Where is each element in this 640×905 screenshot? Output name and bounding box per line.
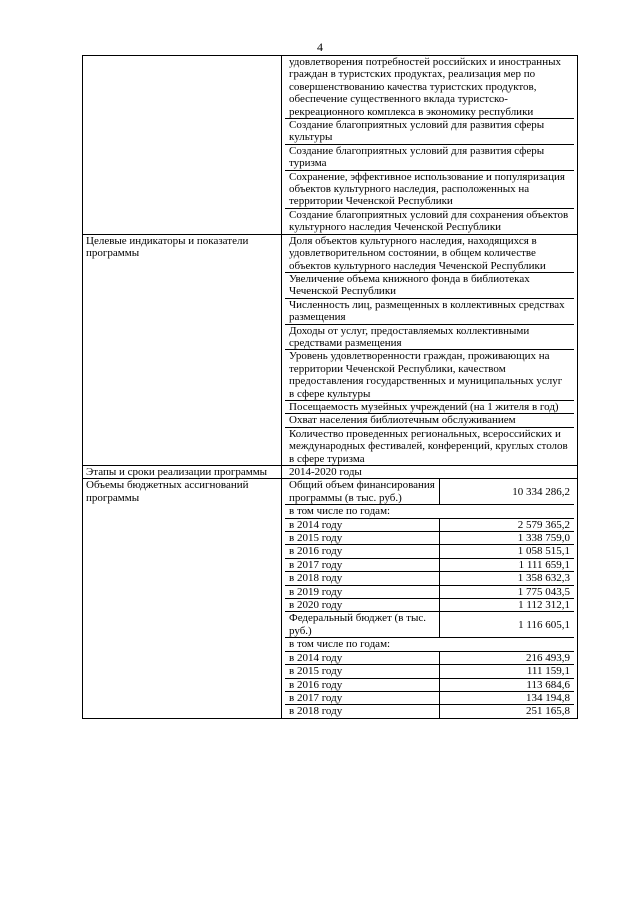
federal-value: 1 116 605,1 — [440, 612, 575, 638]
list-item: Охват населения библиотечным обслуживанием — [285, 413, 574, 426]
by-year-label: в том числе по годам: — [285, 505, 574, 518]
year-label: в 2017 году — [285, 558, 440, 571]
year-value: 134 194,8 — [440, 691, 575, 704]
total-value: 10 334 286,2 — [512, 485, 570, 498]
year-label: в 2020 году — [285, 599, 440, 612]
year-label: в 2019 году — [285, 585, 440, 598]
row-label: Этапы и сроки реализации программы — [83, 466, 282, 479]
year-value: 2 579 365,2 — [440, 518, 575, 531]
year-value: 111 159,1 — [440, 665, 575, 678]
year-label: в 2015 году — [285, 665, 440, 678]
row-content — [282, 56, 578, 235]
year-label: в 2018 году — [285, 705, 440, 718]
year-label: в 2017 году — [285, 691, 440, 704]
year-label: в 2014 году — [285, 651, 440, 664]
year-value: 1 358 632,3 — [440, 572, 575, 585]
row-content — [282, 234, 578, 465]
list-item: Доходы от услуг, предоставляемых коллективными средствами размещения — [285, 324, 574, 350]
total-label: Общий объем финансирования программы (в тыс. руб.) — [285, 479, 440, 504]
year-value: 1 338 759,0 — [440, 532, 575, 545]
year-label: в 2016 году — [285, 678, 440, 691]
year-label: в 2016 году — [285, 545, 440, 558]
federal-by-year-label: в том числе по годам: — [285, 638, 574, 651]
year-label: в 2018 году — [285, 572, 440, 585]
list-item: Создание благоприятных условий для развития сферы культуры — [285, 118, 574, 144]
federal-label: Федеральный бюджет (в тыс. руб.) — [285, 612, 440, 638]
list-item: Уровень удовлетворенности граждан, проживающих на территории Чеченской Республики, качеством предоставления государственных и муниципальных услуг в сфере культуры — [285, 349, 574, 400]
program-passport-table — [82, 55, 578, 719]
budget-table — [285, 479, 574, 717]
year-value: 216 493,9 — [440, 651, 575, 664]
list-item: удовлетворения потребностей российских и иностранных граждан в туристских продуктах, реализация мер по совершенствованию качества туристских продуктов, обеспечение существенного вклада туристско-рекреационного комплекса в экономику республики — [289, 56, 561, 118]
table-row — [83, 479, 578, 718]
row-content — [282, 466, 578, 479]
year-label: в 2014 году — [285, 518, 440, 531]
budget-content — [282, 479, 578, 718]
year-value: 251 165,8 — [440, 705, 575, 718]
year-value: 1 775 043,5 — [440, 585, 575, 598]
table-row — [83, 234, 578, 465]
row-label: Целевые индикаторы и показатели программы — [83, 234, 282, 465]
row-label: Объемы бюджетных ассигнований программы — [83, 479, 282, 718]
page-number: 4 — [317, 40, 323, 54]
list-item: Посещаемость музейных учреждений (на 1 жителя в год) — [285, 400, 574, 413]
list-item: Увеличение объема книжного фонда в библиотеках Чеченской Республики — [285, 272, 574, 298]
year-value: 1 112 312,1 — [440, 599, 575, 612]
list-item: Создание благоприятных условий для развития сферы туризма — [285, 144, 574, 170]
year-label: в 2015 году — [285, 532, 440, 545]
table-row — [83, 466, 578, 479]
table-row — [83, 56, 578, 235]
list-item: Численность лиц, размещенных в коллективных средствах размещения — [285, 298, 574, 324]
year-value: 1 058 515,1 — [440, 545, 575, 558]
year-value: 113 684,6 — [440, 678, 575, 691]
list-item: Доля объектов культурного наследия, находящихся в удовлетворительном состоянии, в общем количестве объектов культурного наследия Чеченской Республики — [289, 234, 546, 272]
list-item: Количество проведенных региональных, всероссийских и международных фестивалей, конференций, круглых столов в сфере туризма — [285, 427, 574, 465]
list-item: Создание благоприятных условий для сохранения объектов культурного наследия Чеченской Республики — [285, 208, 574, 234]
row-label — [83, 56, 282, 235]
list-item: 2014-2020 годы — [289, 466, 362, 478]
list-item: Сохранение, эффективное использование и популяризация объектов культурного наследия, расположенных на территории Чеченской Республики — [285, 170, 574, 208]
year-value: 1 111 659,1 — [440, 558, 575, 571]
